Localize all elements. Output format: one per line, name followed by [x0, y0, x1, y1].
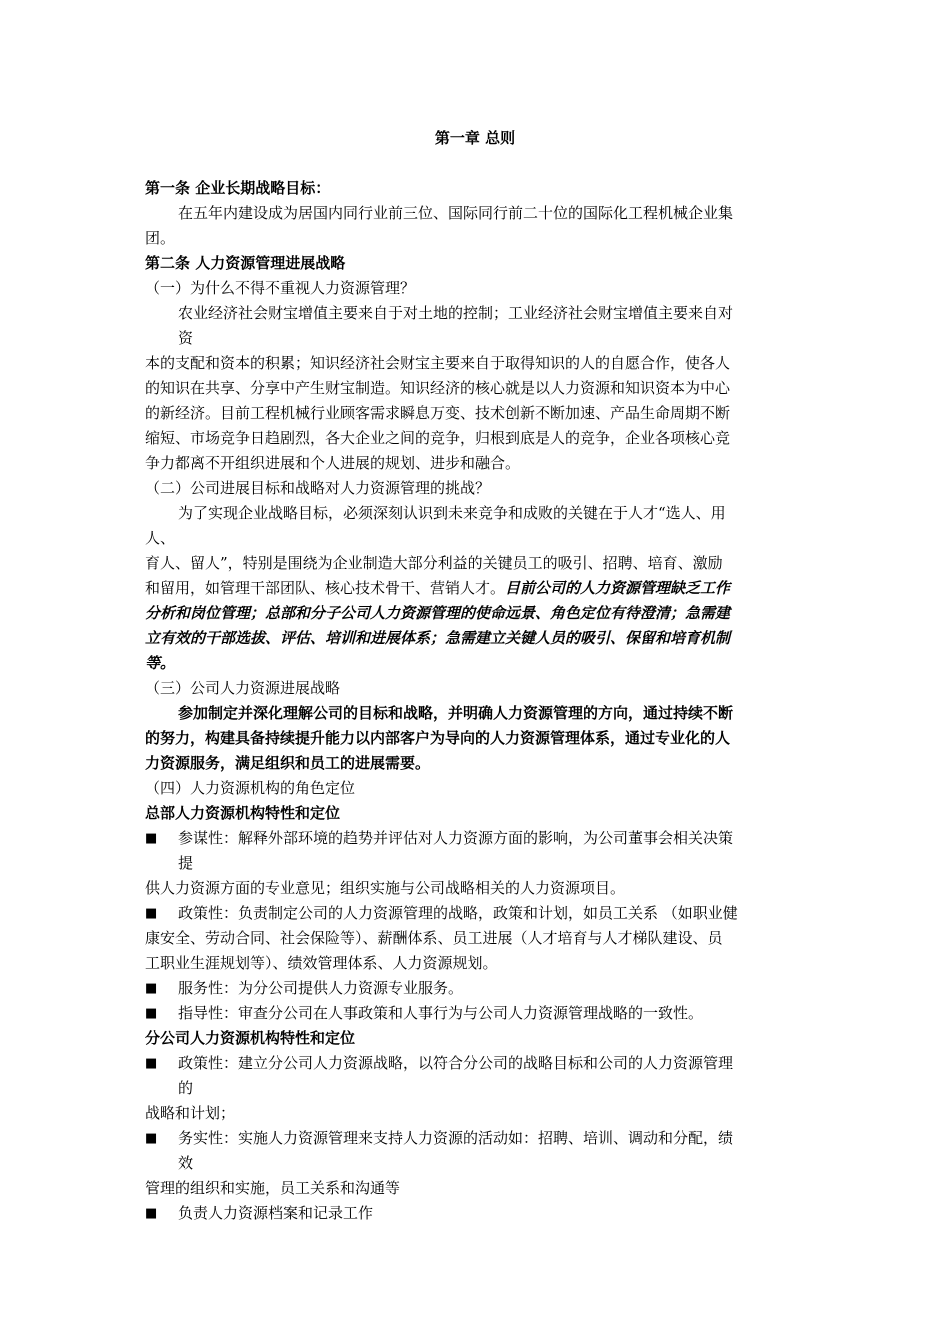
emphasis-line: 立有效的干部选拔、评估、培训和进展体系；急需建立关键人员的吸引、保留和培育机制	[145, 629, 731, 647]
paragraph-line: 提	[178, 854, 194, 872]
chapter-title: 第一章 总则	[434, 129, 516, 147]
section-3-heading: （三）公司人力资源进展战略	[145, 679, 341, 697]
bold-paragraph-line: 力资源服务，满足组织和员工的进展需要。	[145, 754, 431, 772]
paragraph-line: 效	[178, 1154, 194, 1172]
bullet-square-icon: ■	[145, 1006, 158, 1021]
paragraph-line: 育人、留人”，特别是围绕为企业制造大部分利益的关键员工的吸引、招聘、培育、激励	[145, 554, 723, 572]
paragraph-line: 战略和计划；	[145, 1104, 236, 1122]
bullet-square-icon: ■	[145, 1056, 158, 1071]
paragraph-line: 工职业生涯规划等）、绩效管理体系、人力资源规划。	[145, 954, 498, 972]
bullet-item: 服务性：为分公司提供人力资源专业服务。	[178, 979, 464, 997]
section-1-heading: （一）为什么不得不重视人力资源管理？	[145, 279, 416, 297]
paragraph-line: 资	[178, 329, 194, 347]
paragraph-line: 管理的组织和实施，员工关系和沟通等	[145, 1179, 401, 1197]
paragraph-line: 缩短、市场竞争日趋剧烈，各大企业之间的竞争，归根到底是人的竞争，企业各项核心竞	[145, 429, 731, 447]
paragraph-line: 的知识在共享、分享中产生财宝制造。知识经济的核心就是以人力资源和知识资本为中心	[145, 379, 731, 397]
bullet-square-icon: ■	[145, 981, 158, 996]
paragraph-text: 和留用，如管理干部团队、核心技术骨干、营销人才。	[145, 579, 506, 597]
paragraph-line: 争力都离不开组织进展和个人进展的规划、进步和融合。	[145, 454, 521, 472]
paragraph-line: 团。	[145, 229, 176, 247]
bullet-item: 政策性：负责制定公司的人力资源管理的战略，政策和计划，如员工关系 （如职业健	[178, 904, 738, 922]
emphasis-line: 等。	[145, 654, 176, 672]
bullet-item: 指导性：审查分公司在人事政策和人事行为与公司人力资源管理战略的一致性。	[178, 1004, 704, 1022]
bullet-item: 负责人力资源档案和记录工作	[178, 1204, 374, 1222]
bullet-square-icon: ■	[145, 831, 158, 846]
article-1-heading: 第一条 企业长期战略目标：	[145, 179, 331, 197]
paragraph-line: 人、	[145, 529, 176, 547]
article-2-heading: 第二条 人力资源管理进展战略	[145, 254, 346, 272]
bullet-square-icon: ■	[145, 906, 158, 921]
paragraph-line	[145, 576, 730, 601]
section-4-heading: （四）人力资源机构的角色定位	[145, 779, 356, 797]
paragraph-line: 农业经济社会财宝增值主要来自于对土地的控制；工业经济社会财宝增值主要来自对	[178, 304, 734, 322]
bullet-square-icon: ■	[145, 1206, 158, 1221]
paragraph-line: 在五年内建设成为居国内同行业前三位、国际同行前二十位的国际化工程机械企业集	[178, 204, 734, 222]
bold-paragraph-line: 参加制定并深化理解公司的目标和战略，并明确人力资源管理的方向，通过持续不断	[178, 704, 734, 722]
bold-paragraph-line: 的努力，构建具备持续提升能力以内部客户为导向的人力资源管理体系，通过专业化的人	[145, 729, 731, 747]
bullet-item: 参谋性：解释外部环境的趋势并评估对人力资源方面的影响，为公司董事会相关决策	[178, 829, 734, 847]
paragraph-line: 的	[178, 1079, 194, 1097]
paragraph-line: 供人力资源方面的专业意见；组织实施与公司战略相关的人力资源项目。	[145, 879, 626, 897]
paragraph-line: 的新经济。目前工程机械行业顾客需求瞬息万变、技术创新不断加速、产品生命周期不断	[145, 404, 731, 422]
paragraph-line: 康安全、劳动合同、社会保险等）、薪酬体系、员工进展（人才培育与人才梯队建设、员	[145, 929, 723, 947]
bullet-item: 政策性：建立分公司人力资源战略，以符合分公司的战略目标和公司的人力资源管理	[178, 1054, 734, 1072]
emphasis-line: 分析和岗位管理；总部和分子公司人力资源管理的使命远景、角色定位有待澄清；急需建	[145, 604, 731, 622]
subheading-hq: 总部人力资源机构特性和定位	[145, 804, 341, 822]
bullet-item: 务实性：实施人力资源管理来支持人力资源的活动如：招聘、培训、调动和分配，绩	[178, 1129, 734, 1147]
paragraph-line: 为了实现企业战略目标，必须深刻认识到未来竞争和成败的关键在于人才“选人、用	[178, 504, 726, 522]
bullet-square-icon: ■	[145, 1131, 158, 1146]
emphasis-text: 目前公司的人力资源管理缺乏工作	[505, 579, 731, 597]
section-2-heading: （二）公司进展目标和战略对人力资源管理的挑战？	[145, 479, 491, 497]
subheading-branch: 分公司人力资源机构特性和定位	[145, 1029, 356, 1047]
paragraph-line: 本的支配和资本的积累；知识经济社会财宝主要来自于取得知识的人的自愿合作，使各人	[145, 354, 731, 372]
